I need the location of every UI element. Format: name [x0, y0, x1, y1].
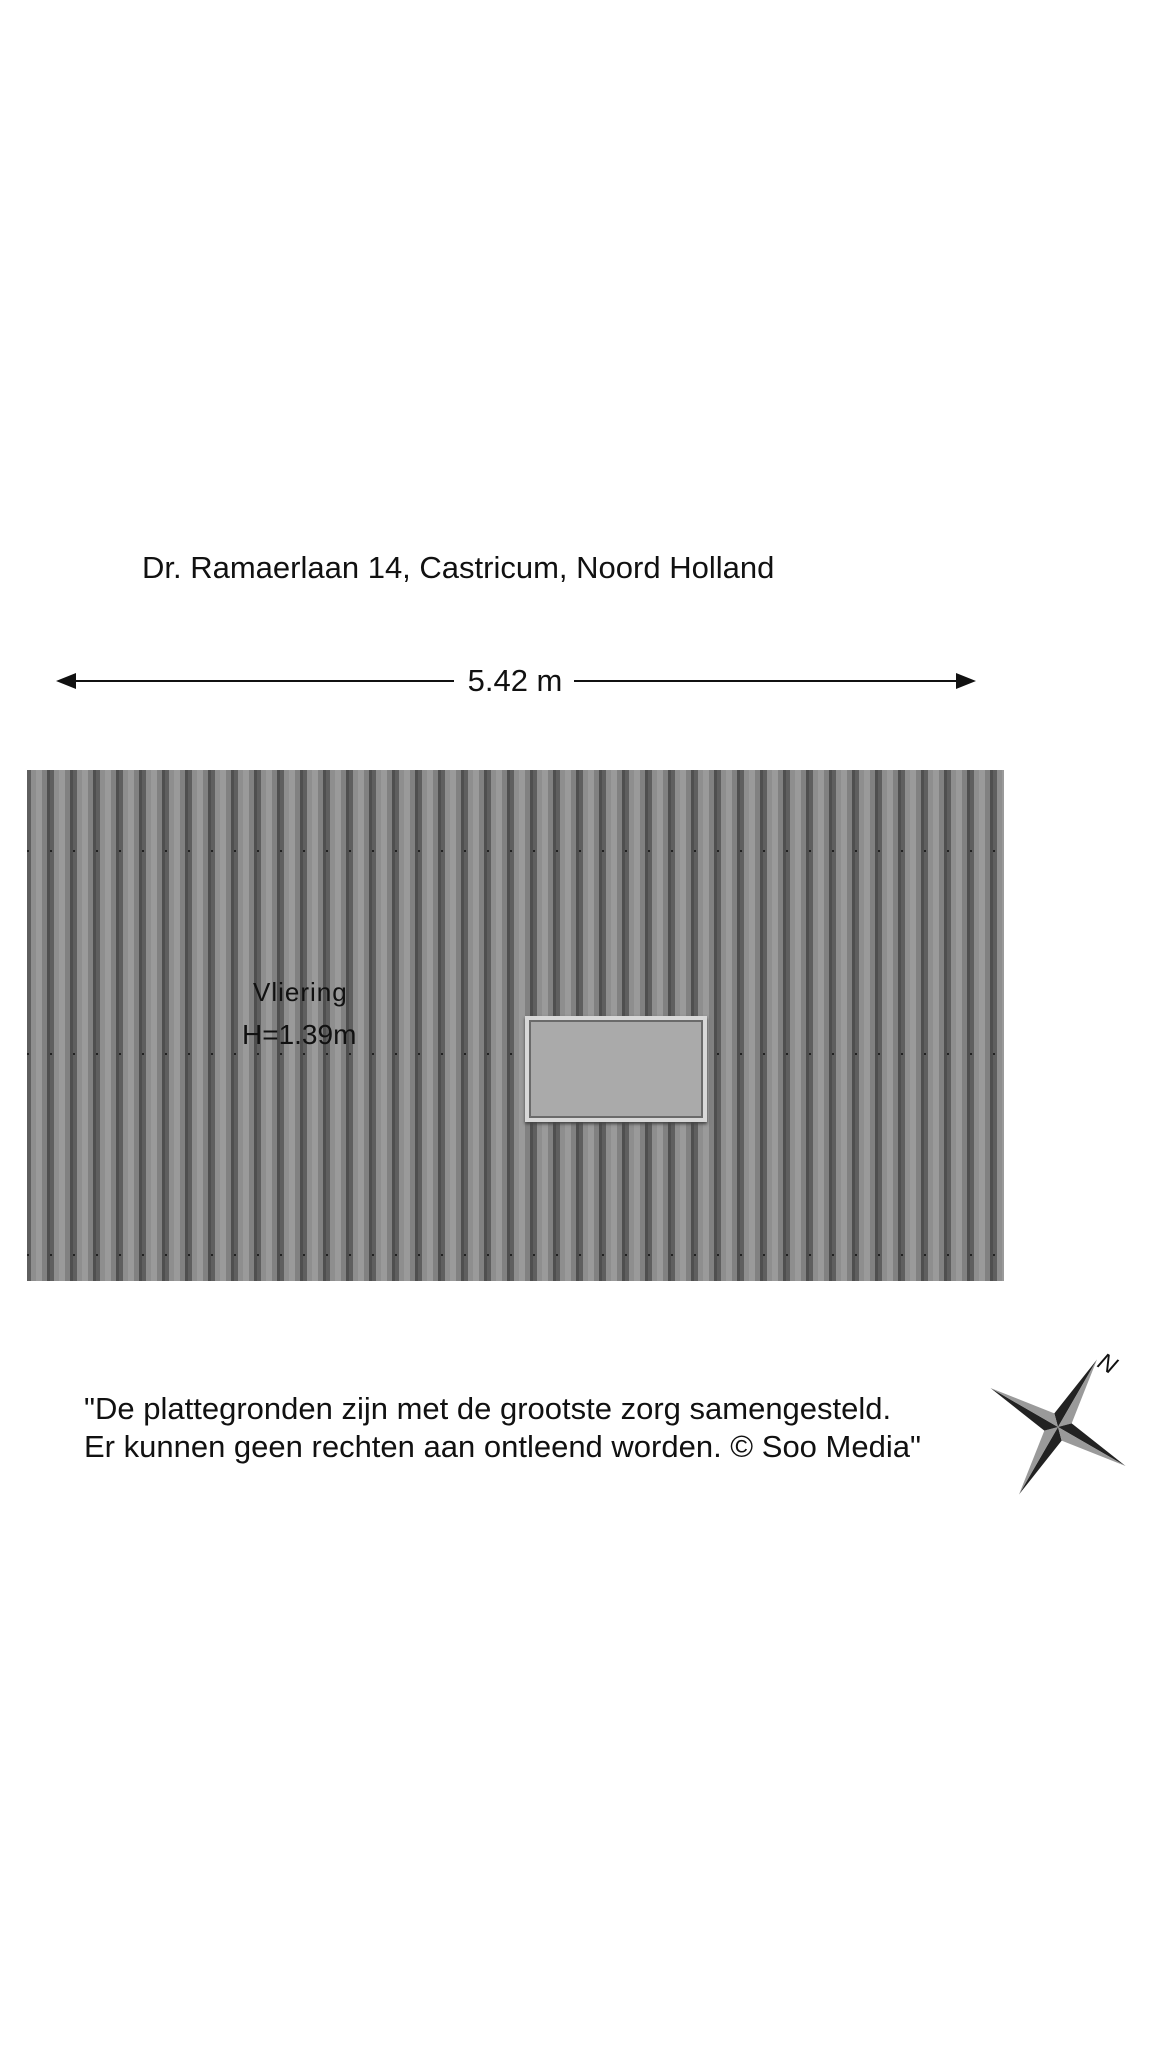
dimension-line-left — [68, 680, 454, 682]
address-title: Dr. Ramaerlaan 14, Castricum, Noord Holland — [142, 550, 775, 585]
room-height: H=1.39m — [242, 1019, 357, 1050]
disclaimer-line-1: "De plattegronden zijn met de grootste zorg samengesteld. — [84, 1391, 892, 1426]
width-dimension — [56, 660, 976, 702]
roof-batten-row — [27, 850, 1004, 852]
disclaimer — [84, 1390, 921, 1466]
dimension-line-right — [574, 680, 966, 682]
attic-roof-plan — [27, 770, 1004, 1281]
disclaimer-line-2: Er kunnen geen rechten aan ontleend worden. © Soo Media" — [84, 1429, 921, 1464]
compass-north-label: N — [1093, 1347, 1122, 1380]
compass-rose-icon — [990, 1342, 1126, 1504]
dimension-label: 5.42 m — [467, 663, 563, 698]
roof-batten-row — [27, 1053, 1004, 1055]
room-name: Vliering — [253, 977, 348, 1007]
dimension-arrow-right-icon — [956, 673, 976, 689]
skylight-window — [525, 1016, 707, 1122]
compass-rose-graphic — [990, 1342, 1126, 1504]
roof-batten-row — [27, 1254, 1004, 1256]
